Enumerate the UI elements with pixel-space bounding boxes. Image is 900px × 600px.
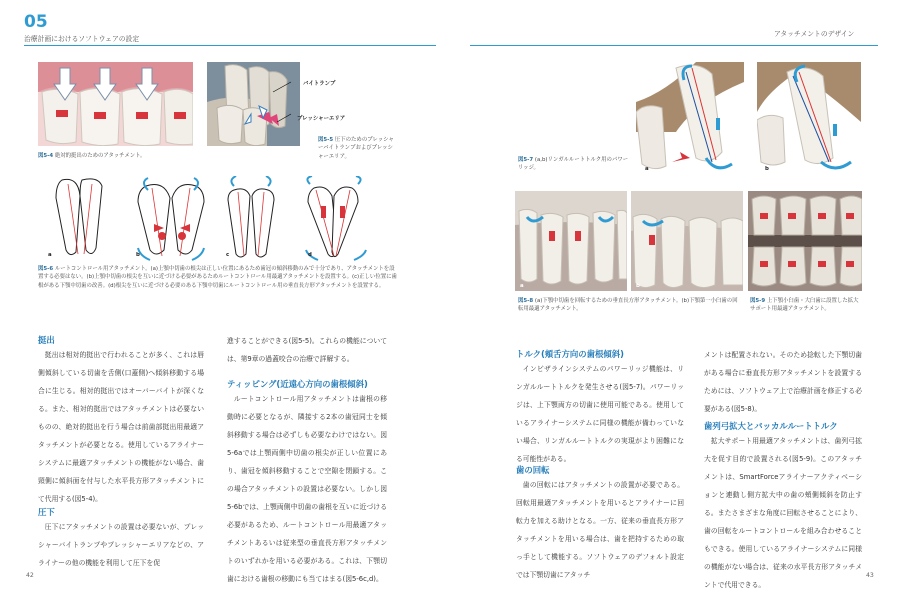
fig5-4-number: 図5-4: [38, 153, 54, 159]
right-page-title: アタッチメントのデザイン: [774, 30, 855, 38]
fig5-6-text: ルートコントロール用アタッチメント。(a)上顎中切歯の根尖は正しい位置にあるため歯冠の傾斜移動のみで十分であり、アタッチメントを設置する必要はない。(b)上顎中切歯の根尖を互いに近づける必要があるためルートコントロール用最適アタッチメントを設置する。(c)正しい位置に歯根がある下顎中切歯の改善。(d)根尖を互いに近づける必要のある下顎中切歯にルートコントロール用の垂直長方形アタッチメントを設置する。: [38, 266, 397, 289]
section-text-tipping: ルートコントロール用アタッチメントは歯根の移動時に必要となるが、隣接する2本の歯冠同士を傾斜移動する場合は必ずしも必要なわけではない。図5-6aでは上顎両側中切歯の根尖が正しい位置にあり、歯冠を傾斜移動することで空隙を閉鎖する。この場合アタッチメントの設置は必要ない。しかし図5-6bでは、上顎両側中切歯の歯根を互いに近づける必要があるため、ルートコントロール用最適アタッチメントあるいは従来型の垂直長方形アタッチメントのいずれかを用いる必要がある。これは、下顎切歯における歯根の移動にも当てはまる(図5-6c,d)。: [227, 395, 387, 583]
section-heading-expansion: 歯列弓拡大とバッカルルートトルク: [704, 421, 838, 431]
section-text-rotation: 歯の回転にはアタッチメントの設置が必要である。回転用最適アタッチメントを用いるとアライナーに回転力を加える助けとなる。一方、従来の垂直長方形アタッチメントを用いる場合は、歯を把持するための取っ手として機能する。ソフトウェアのデフォルト設定では下顎切歯にアタッチ: [516, 481, 684, 579]
fig5-9-text: 上下顎小臼歯・大臼歯に設置した拡大サポート用最適アタッチメント。: [750, 298, 859, 313]
section-heading-intrusion: 圧下: [38, 507, 55, 517]
fig5-7-text: (a,b)リンガルルートトルク用のパワーリッジ。: [518, 157, 629, 172]
fig5-7-caption: [518, 156, 630, 173]
fig5-7a-image: [636, 62, 744, 174]
fig5-4-caption: [38, 152, 198, 160]
fig5-6-number: 図5-6: [38, 266, 54, 272]
section-heading-torque: トルク(頬舌方向の歯根傾斜): [516, 349, 624, 359]
page-number-left: 42: [26, 572, 34, 579]
fig5-6-caption: [38, 265, 398, 290]
header-rule-left: [24, 45, 436, 46]
fig5-5-text: 圧下のためのプレッシャーバイトランプおよびプレッシャーエリア。: [318, 137, 394, 160]
header-rule-right: [470, 45, 878, 46]
fig5-5-number: 図5-5: [318, 137, 334, 143]
fig5-9-number: 図5-9: [750, 298, 766, 304]
fig5-8b-image: [631, 191, 743, 291]
section-heading-rotation: 歯の回転: [516, 465, 550, 475]
fig5-6-image: [38, 176, 398, 262]
fig5-7-panel-a: a: [645, 166, 649, 172]
section-text-intrusion-continued: 進することができる(図5-5)。これらの機能については、第9章の過蓋咬合の治療で詳解する。: [227, 337, 387, 363]
fig5-6-panel-b: b: [136, 252, 140, 258]
fig5-7-number: 図5-7: [518, 157, 534, 163]
fig5-8a-image: [515, 191, 627, 291]
section-heading-extrusion: 挺出: [38, 335, 55, 345]
fig5-6-panel-a: a: [48, 252, 52, 258]
pressure-area-label: プレッシャーエリア: [297, 116, 346, 122]
fig5-7-panel-b: b: [765, 166, 769, 172]
bite-ramp-label: バイトランプ: [303, 81, 336, 87]
section-text-rotation-continued: メントは配置されない。そのため捻転した下顎切歯がある場合に垂直長方形アタッチメントを設置するためには、ソフトウェア上で治療計画を修正する必要がある(図5-8)。: [704, 351, 862, 413]
fig5-4-text: 絶対的挺出のためのアタッチメント。: [54, 153, 146, 159]
fig5-9-image: [748, 191, 862, 291]
section-text-torque: インビザラインシステムのパワーリッジ機能は、リンガルルートトルクを発生させる(図5-7)。パワーリッジは、上下顎両方の切歯に使用可能である。使用しているアライナーシステムに同様の機能が備わっていない場合、リンガルルートトルクの実現がより困難になる可能性がある。: [516, 365, 684, 463]
section-heading-tipping: ティッピング(近遠心方向の歯根傾斜): [227, 379, 368, 389]
fig5-6-panel-c: c: [226, 252, 230, 258]
fig5-7b-image: [757, 62, 861, 174]
fig5-6-panel-d: d: [308, 252, 312, 258]
fig5-8-caption: [518, 297, 740, 314]
chapter-number: 05: [24, 12, 48, 32]
fig5-8-text: (a)下顎中切歯を回転するための垂直長方形アタッチメント。(b)下顎第一小臼歯の回転用最適アタッチメント。: [518, 298, 738, 313]
section-text-extrusion: 挺出は相対的挺出で行われることが多く、これは唇側傾斜している切歯を舌側(口蓋側)へ傾斜移動する場合に生じる。相対的挺出ではオーバーバイトが深くなる。また、相対的挺出ではアタッチメントは必要ないものの、絶対的挺出を行う場合は前歯部挺出用最適アタッチメントが必要となる。使用しているアライナーシステムに最適アタッチメントの機能がない場合、歯頸側に傾斜面を付与した水平長方形アタッチメントにて代用する(図5-4)。: [38, 351, 204, 503]
fig5-4-image: [38, 62, 193, 146]
page-number-right: 43: [866, 572, 874, 579]
section-text-intrusion: 圧下にアタッチメントの設置は必要ないが、プレッシャーバイトランプやプレッシャーエリアなどの、アライナーの他の機能を利用して圧下を促: [38, 523, 204, 567]
fig5-8-number: 図5-8: [518, 298, 534, 304]
fig5-8-panel-b: b: [636, 283, 640, 289]
section-text-expansion: 拡大サポート用最適アタッチメントは、歯列弓拡大を促す目的で設置される(図5-9)。このアタッチメントは、SmartForceアライナーアクティベーションと連動し側方拡大中の歯の頬側傾斜を防止する。またさまざまな角度に回転させることにより、歯の回転をルートコントロールを組み合わせることもできる。使用しているアライナーシステムに同様の機能がない場合は、従来の水平長方形アタッチメントで代用できる。: [704, 437, 862, 589]
chapter-title: 治療計画におけるソフトウェアの設定: [24, 35, 140, 43]
fig5-5-caption: [318, 136, 396, 161]
fig5-8-panel-a: a: [520, 283, 524, 289]
fig5-9-caption: [750, 297, 862, 314]
fig5-5-image: [207, 62, 300, 146]
